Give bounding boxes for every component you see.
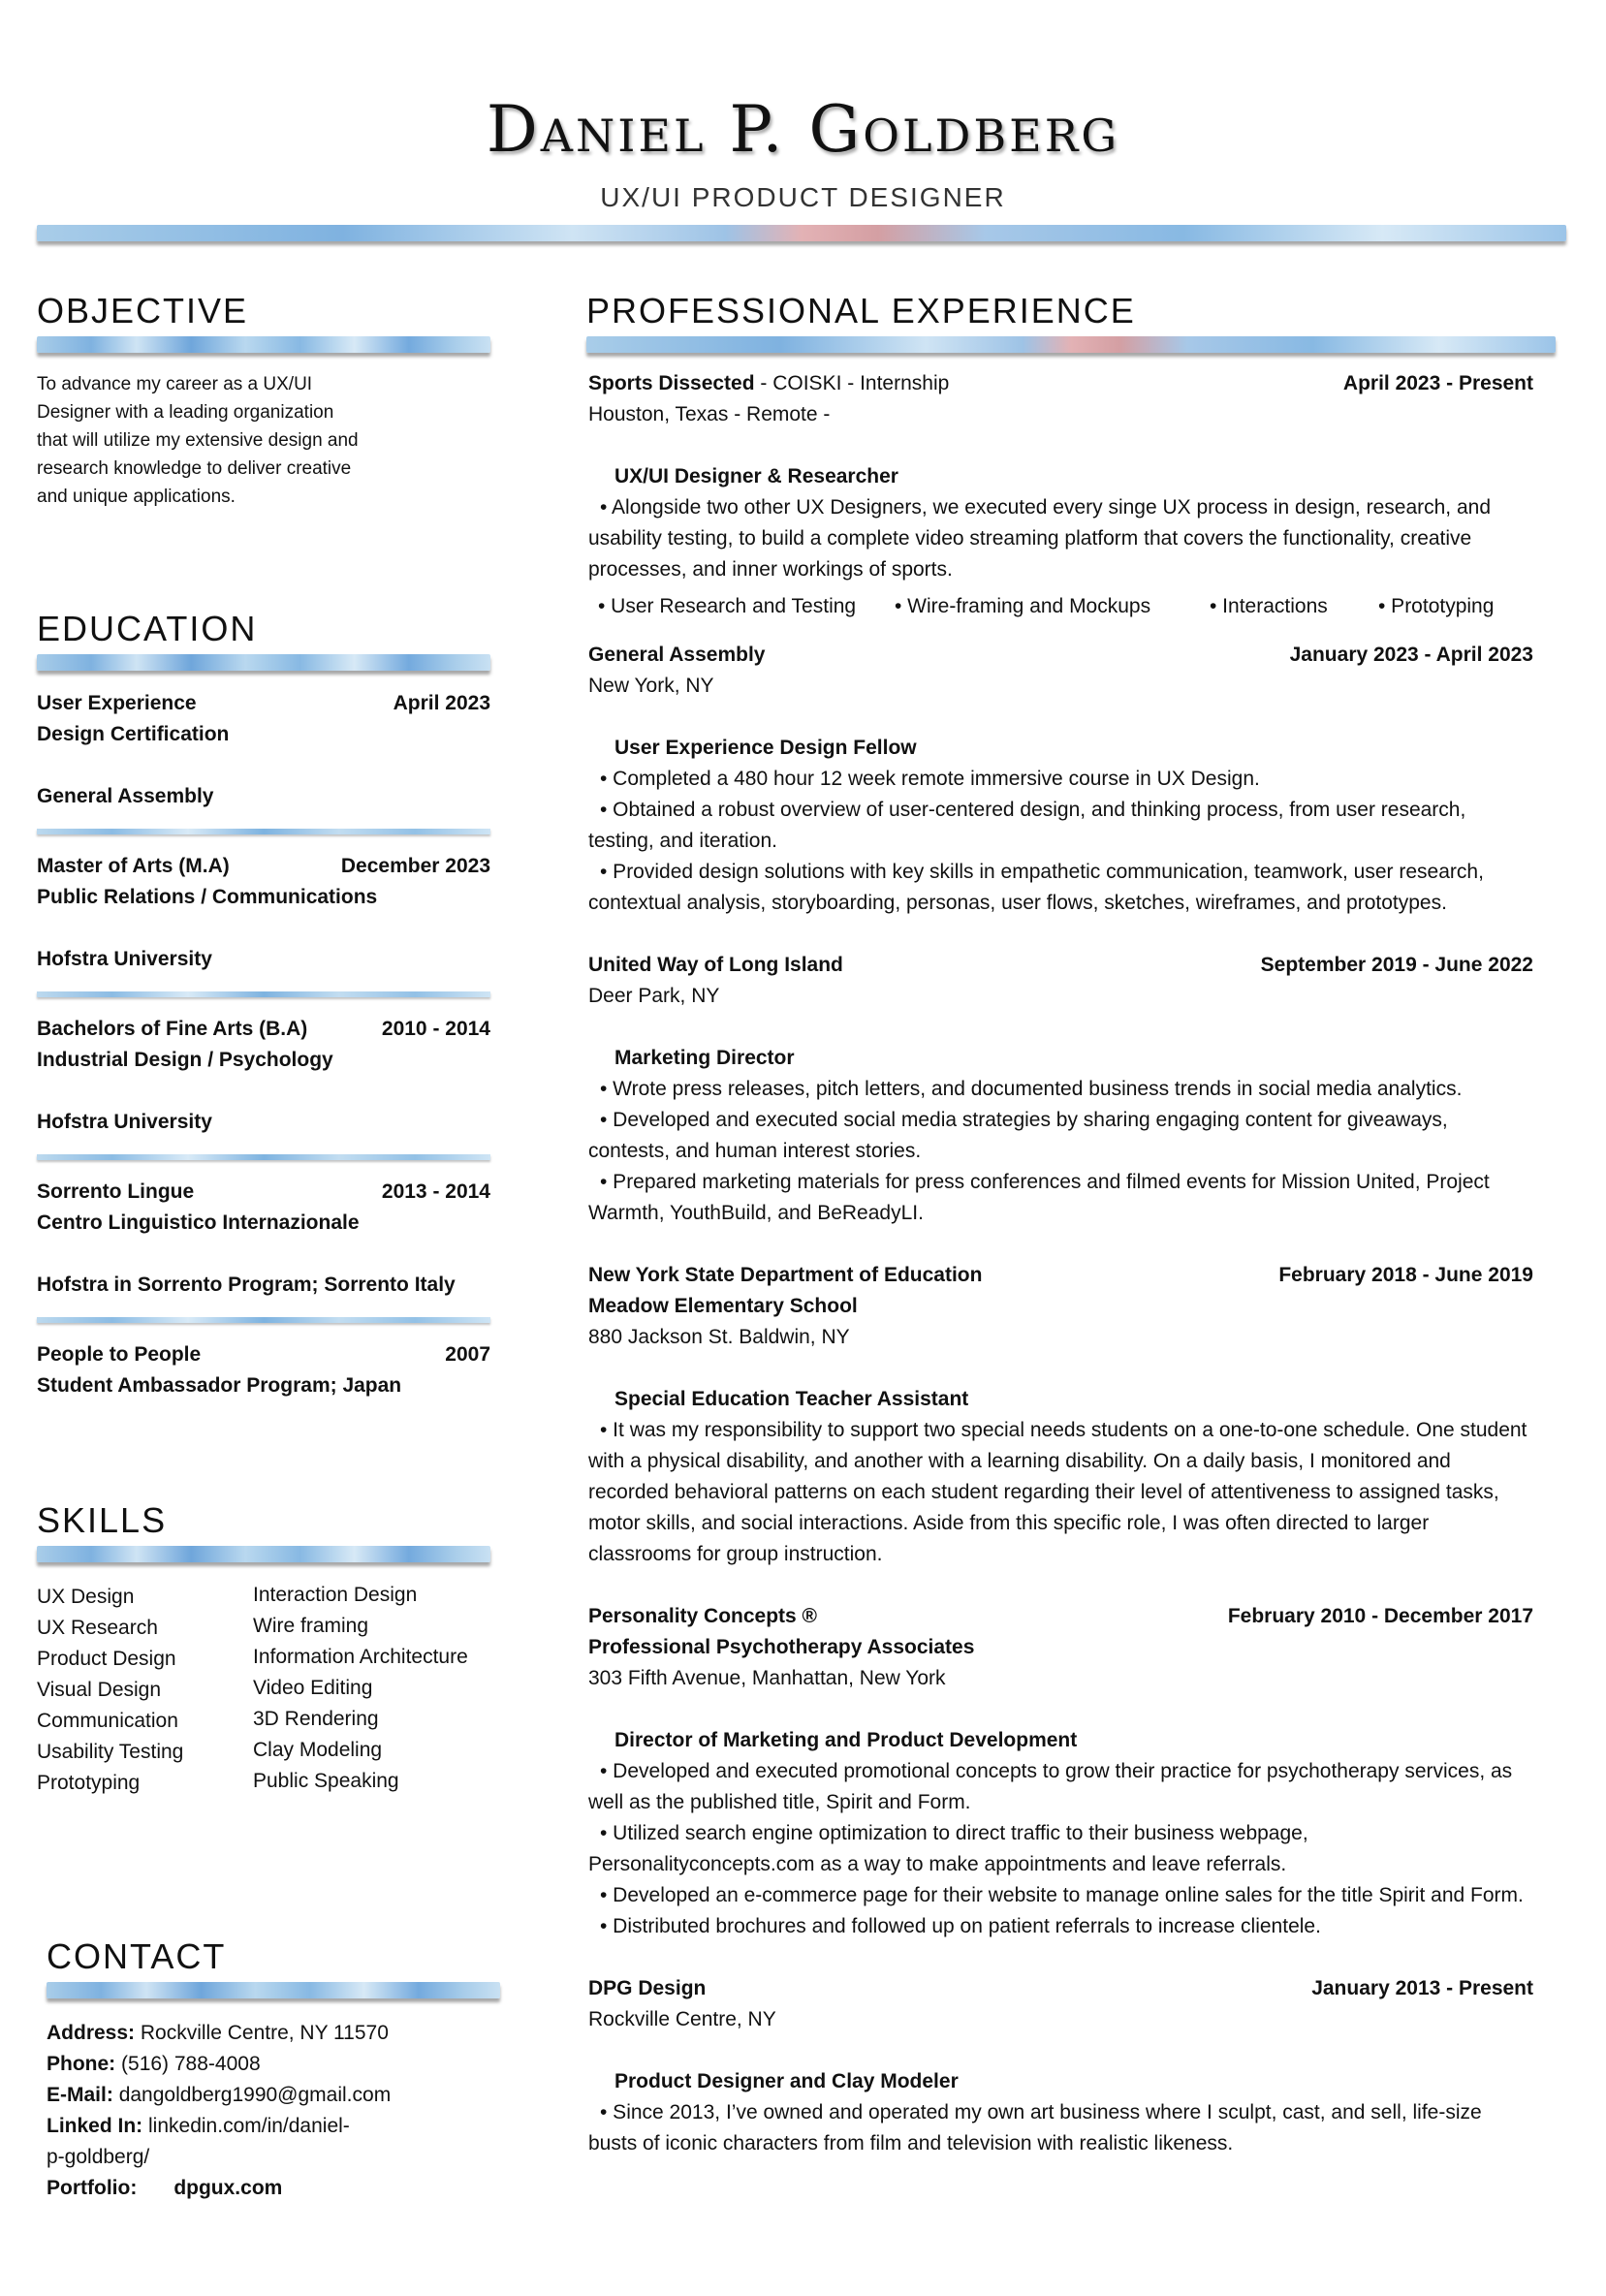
job-1-description: • Alongside two other UX Designers, we executed every singe UX process in design, research, and usability testing, to build a complete video streaming platform that covers the functionality, creative processes, and inner workings of sports. xyxy=(588,496,1492,581)
objective-divider xyxy=(37,336,490,353)
edu-4-line2: Centro Linguistico Internazionale xyxy=(37,1211,360,1234)
edu-4-school: Hofstra in Sorrento Program; Sorrento Italy xyxy=(37,1274,456,1296)
experience-body xyxy=(588,368,1533,2159)
list-item: • Provided design solutions with key skills in empathetic communication, teamwork, user research, contextual analysis, storyboarding, personas, user flows, sketches, wireframes, and prototypes. xyxy=(588,861,1484,914)
portfolio-link[interactable]: dpgux.com xyxy=(173,2177,283,2199)
job-4-date: February 2018 - June 2019 xyxy=(1278,1264,1533,1286)
skills-divider xyxy=(37,1546,490,1562)
edu-1-school: General Assembly xyxy=(37,785,214,807)
skill-item: 3D Rendering xyxy=(253,1708,379,1730)
edu-3-line1: Bachelors of Fine Arts (B.A) xyxy=(37,1018,308,1040)
objective-heading: OBJECTIVE xyxy=(37,291,249,330)
job-5-company: Personality Concepts ® xyxy=(588,1605,818,1627)
job-1-company: Sports Dissected xyxy=(588,372,755,394)
skill-item: UX Design xyxy=(37,1586,135,1608)
list-item: • Utilized search engine optimization to direct traffic to their business webpage, Personalityconcepts.com as a way to make appointments and leave referrals. xyxy=(588,1822,1308,1875)
contact-heading: CONTACT xyxy=(47,1936,227,1976)
contact-block xyxy=(47,2018,512,2204)
job-3-location: Deer Park, NY xyxy=(588,985,720,1007)
job-3 xyxy=(588,950,1533,1229)
edu-3-line2: Industrial Design / Psychology xyxy=(37,1049,333,1071)
skill-item: Product Design xyxy=(37,1648,176,1670)
skill-item: Usability Testing xyxy=(37,1741,184,1763)
job-4-company-2: Meadow Elementary School xyxy=(588,1295,858,1317)
edu-2-school: Hofstra University xyxy=(37,948,212,970)
job-1: Sports Dissected - COISKI - Internship April 2023 - Present Houston, Texas - Remote - UX/UI Designer & Researcher • Alongside two other UX Designers, we executed every singe UX process in design, research, and usability testing, to build a complete video streaming platform that covers the functionality, creative processes, and inner workings of sports. • User Research and Testing • Wire-framing and Mockups • Interactions • Prototyping xyxy=(588,368,1533,622)
edu-3-school: Hofstra University xyxy=(37,1111,212,1133)
job-2-role: User Experience Design Fellow xyxy=(614,737,917,759)
edu-2-date: December 2023 xyxy=(340,855,490,877)
contact-linkedin-cont[interactable]: p-goldberg/ xyxy=(47,2146,150,2168)
job-5-date: February 2010 - December 2017 xyxy=(1227,1605,1533,1627)
skills-column-2 xyxy=(253,1580,515,1797)
job-5-company-2: Professional Psychotherapy Associates xyxy=(588,1636,975,1658)
job-4-location: 880 Jackson St. Baldwin, NY xyxy=(588,1326,850,1348)
contact-portfolio: Portfolio: dpgux.com xyxy=(47,2177,283,2199)
skill-item: Prototyping xyxy=(37,1772,141,1794)
skill-item: Video Editing xyxy=(253,1677,373,1699)
job-3-company: United Way of Long Island xyxy=(588,954,843,976)
job-4-company: New York State Department of Education xyxy=(588,1264,983,1286)
contact-email: E-Mail: dangoldberg1990@gmail.com xyxy=(47,2084,392,2106)
job-6-role: Product Designer and Clay Modeler xyxy=(614,2070,959,2092)
experience-divider xyxy=(586,336,1556,353)
edu-5-line1: People to People xyxy=(37,1343,202,1366)
experience-heading: PROFESSIONAL EXPERIENCE xyxy=(586,291,1136,330)
edu-3-date: 2010 - 2014 xyxy=(381,1018,490,1040)
skills-column-1 xyxy=(37,1582,250,1799)
edu-1-separator xyxy=(37,829,490,834)
education-divider xyxy=(37,654,490,671)
list-item: • Since 2013, I’ve owned and operated my own art business where I sculpt, cast, and sell, life-size busts of iconic characters from film and television with realistic likeness. xyxy=(588,2101,1482,2154)
edu-2-line1: Master of Arts (M.A) xyxy=(37,855,230,877)
contact-phone: Phone: (516) 788-4008 xyxy=(47,2053,261,2075)
edu-1-line2: Design Certification xyxy=(37,723,230,745)
job-2 xyxy=(588,640,1533,919)
job-6-location: Rockville Centre, NY xyxy=(588,2008,776,2030)
job-1-date: April 2023 - Present xyxy=(1342,372,1533,394)
skill-item: Public Speaking xyxy=(253,1770,399,1792)
job-6-company: DPG Design xyxy=(588,1977,707,1999)
list-item: • Developed an e-commerce page for their website to manage online sales for the title Spirit and Form. xyxy=(600,1884,1524,1906)
job-2-company: General Assembly xyxy=(588,644,766,666)
job-6-date: January 2013 - Present xyxy=(1311,1977,1533,1999)
edu-1-date: April 2023 xyxy=(393,692,490,714)
objective-text: To advance my career as a UX/UI Designer with a leading organization that will utilize my extensive design and research knowledge to deliver creative and unique applications. xyxy=(37,374,359,507)
skill-item: Communication xyxy=(37,1710,178,1732)
job-1-location: Houston, Texas - Remote - xyxy=(588,403,831,425)
list-item: • Distributed brochures and followed up on patient referrals to increase clientele. xyxy=(600,1915,1321,1937)
edu-2-line2: Public Relations / Communications xyxy=(37,886,378,908)
job-6 xyxy=(588,1973,1533,2159)
job-1-tags: • User Research and Testing • Wire-framing and Mockups • Interactions • Prototyping xyxy=(598,595,1495,617)
edu-3-separator xyxy=(37,1154,490,1160)
skill-item: Visual Design xyxy=(37,1679,162,1701)
job-4-role: Special Education Teacher Assistant xyxy=(614,1388,969,1410)
job-5-role: Director of Marketing and Product Development xyxy=(614,1729,1078,1751)
header-divider xyxy=(37,225,1566,241)
edu-4-date: 2013 - 2014 xyxy=(381,1180,490,1203)
contact-linkedin: Linked In: linkedin.com/in/daniel- xyxy=(47,2115,350,2137)
skill-item: Information Architecture xyxy=(253,1646,468,1668)
education-heading: EDUCATION xyxy=(37,609,258,648)
job-5 xyxy=(588,1601,1533,1942)
job-2-location: New York, NY xyxy=(588,675,714,697)
contact-divider xyxy=(47,1982,500,1998)
skills-heading: SKILLS xyxy=(37,1500,168,1540)
job-3-role: Marketing Director xyxy=(614,1047,795,1069)
skill-item: Clay Modeling xyxy=(253,1739,383,1761)
list-item: • Developed and executed promotional concepts to grow their practice for psychotherapy services, as well as the published title, Spirit and Form. xyxy=(588,1760,1513,1813)
edu-5-line2: Student Ambassador Program; Japan xyxy=(37,1374,402,1397)
edu-5-date: 2007 xyxy=(445,1343,490,1366)
job-4 xyxy=(588,1260,1533,1570)
job-5-location: 303 Fifth Avenue, Manhattan, New York xyxy=(588,1667,946,1689)
contact-address: Address: Rockville Centre, NY 11570 xyxy=(47,2022,389,2044)
edu-4-line1: Sorrento Lingue xyxy=(37,1180,195,1203)
list-item: • Prepared marketing materials for press conferences and filmed events for Mission United, Project Warmth, YouthBuild, and BeReadyLI. xyxy=(588,1171,1490,1224)
email-link[interactable]: dangoldberg1990@gmail.com xyxy=(118,2084,392,2106)
list-item: • Wrote press releases, pitch letters, and documented business trends in social media analytics. xyxy=(600,1078,1463,1100)
skill-item: Interaction Design xyxy=(253,1584,418,1606)
list-item: • It was my responsibility to support two special needs students on a one-to-one schedule. One student with a physical disability, and another with a learning disability. On a daily basis, I monitored and recorded behavioral patterns on each student regarding their level of attentiveness to assigned tasks, motor skills, and social interactions. Aside from this specific role, I was often directed to larger classrooms for group instruction. xyxy=(588,1419,1527,1565)
job-3-date: September 2019 - June 2022 xyxy=(1260,954,1533,976)
list-item: • Obtained a robust overview of user-centered design, and thinking process, from user research, testing, and iteration. xyxy=(588,799,1466,852)
edu-1-line1: User Experience xyxy=(37,692,197,714)
list-item: • Completed a 480 hour 12 week remote immersive course in UX Design. xyxy=(600,768,1260,790)
resume-subtitle: UX/UI PRODUCT DESIGNER xyxy=(600,182,1006,212)
job-1-role: UX/UI Designer & Researcher xyxy=(614,465,898,488)
list-item: • Developed and executed social media strategies by sharing engaging content for giveaways, contests, and human interest stories. xyxy=(588,1109,1448,1162)
linkedin-link[interactable]: linkedin.com/in/daniel- xyxy=(148,2115,350,2137)
edu-4-separator xyxy=(37,1317,490,1323)
job-2-date: January 2023 - April 2023 xyxy=(1289,644,1533,666)
skill-item: UX Research xyxy=(37,1617,158,1639)
resume-name: Daniel P. Goldberg xyxy=(486,92,1120,167)
skill-item: Wire framing xyxy=(253,1615,369,1637)
edu-2-separator xyxy=(37,991,490,997)
